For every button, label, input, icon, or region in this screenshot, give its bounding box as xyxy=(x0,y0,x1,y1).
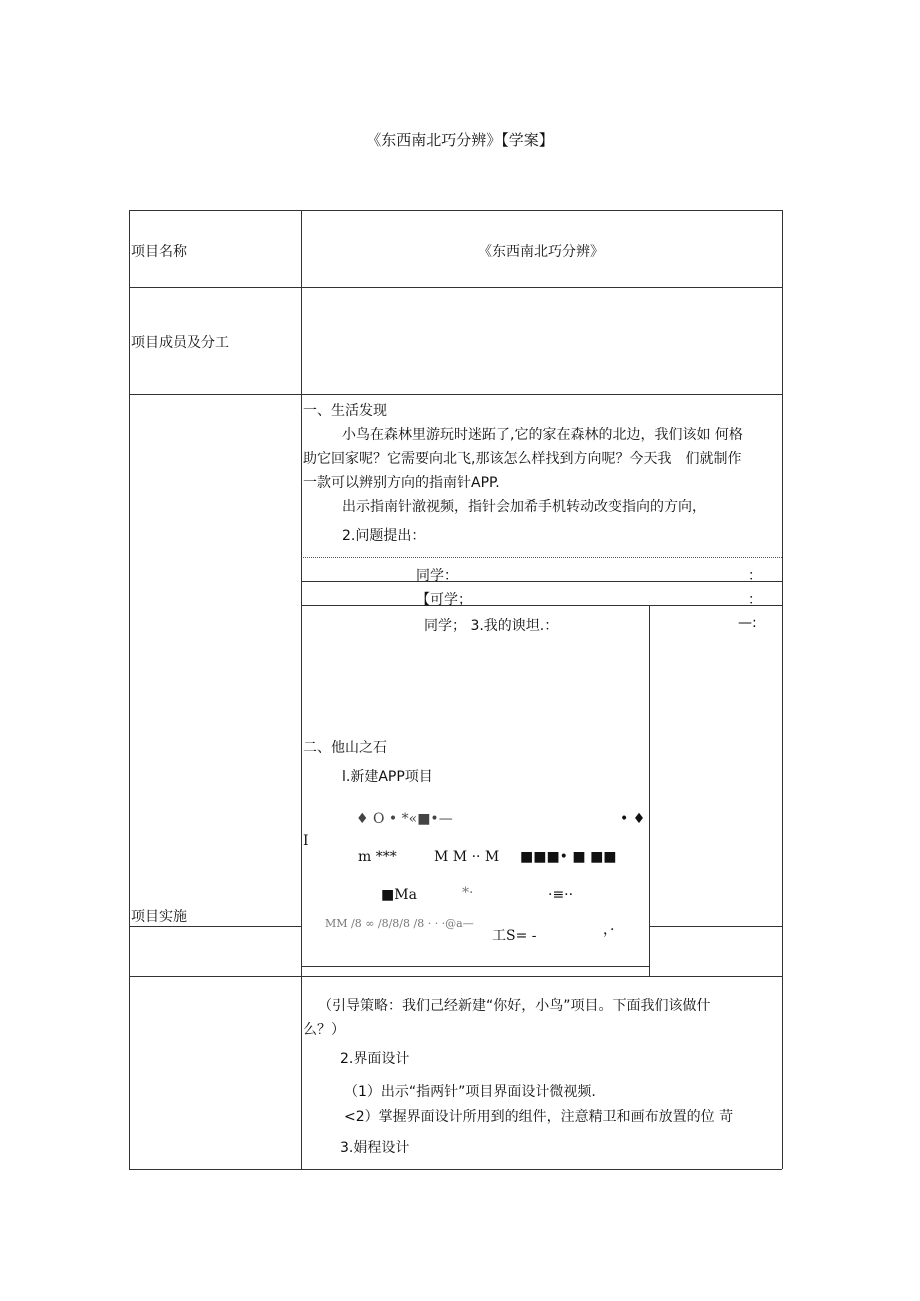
section1-heading: 一、生活发现 xyxy=(303,403,387,419)
student-2-end: ： xyxy=(748,592,762,608)
fragment-3: I xyxy=(303,833,309,849)
video-line: 出示指南针澈视频，指针会加希手机转动改变指向的方向， xyxy=(342,499,706,515)
inner-divider-b xyxy=(301,581,782,582)
inner-divider-e xyxy=(301,966,649,967)
fragment-10: MM /8 ∞ /8/8/8 /8 · · ·@a— xyxy=(325,917,474,930)
inner-divider-d xyxy=(649,926,782,927)
label-implementation: 项目实施 xyxy=(131,909,187,925)
story-line-3: 一款可以辨别方向的指南针APP. xyxy=(303,475,500,491)
table-bottom-border xyxy=(129,1169,782,1170)
coding-heading: 3.娟程设计 xyxy=(340,1140,410,1156)
fragment-8: *· xyxy=(462,885,474,901)
guide-line-1: （引导策略：我们己经新建“你好，小鸟”项目。下面我们该做什 xyxy=(318,998,711,1014)
row-divider-4 xyxy=(129,976,782,977)
inner-column-divider xyxy=(649,605,650,976)
story-line-1: 小鸟在森林里游玩时迷跖了,它的家在森林的北边，我们该如 何格 xyxy=(342,427,743,443)
question-heading: 2.问题提出： xyxy=(342,528,426,544)
fragment-7: ■Ma xyxy=(381,887,417,903)
design-item-1: （1）出示“指两针”项目界面设计微视频. xyxy=(344,1084,596,1100)
fragment-6: ■■■• ■ ■■ xyxy=(520,849,617,865)
student-1: 同学： xyxy=(416,568,458,584)
fragment-5: M M ·· M xyxy=(434,849,500,865)
side-dash: —: xyxy=(738,615,757,631)
student-1-end: ： xyxy=(748,568,762,584)
section2-heading: 二、他山之石 xyxy=(303,740,387,756)
fragment-1: ♦ O • *«■•— xyxy=(356,811,453,827)
fragment-12: ，· xyxy=(603,922,615,938)
design-item-2: <2）掌握界面设计所用到的组件，注意精卫和画布放置的位 苛 xyxy=(344,1109,734,1125)
table-top-border xyxy=(129,210,782,211)
project-name-value: 《东西南北巧分辨》 xyxy=(478,244,604,260)
fragment-11: 工S= - xyxy=(492,928,537,944)
guide-line-2: 么？） xyxy=(303,1022,345,1038)
story-line-2: 助它回家呢？它需要向北飞,那该怎么样找到方向呢？今天我 们就制作 xyxy=(303,451,742,467)
fragment-9: ·≡·· xyxy=(548,887,574,903)
fragment-2: • ♦ xyxy=(620,811,646,827)
step1-new-project: l.新建APP项目 xyxy=(342,769,433,785)
table-left-border xyxy=(129,210,130,1169)
row-divider-2 xyxy=(129,394,782,395)
label-row-divider xyxy=(129,926,301,927)
student-3: 同学； 3.我的谀坦.： xyxy=(424,618,559,634)
inner-divider-a xyxy=(301,557,782,558)
label-members: 项目成员及分工 xyxy=(131,335,229,351)
fragment-4: m *** xyxy=(358,849,397,865)
label-project-name: 项目名称 xyxy=(131,244,187,260)
student-2: 【可学； xyxy=(416,592,472,608)
interface-design-heading: 2.界面设计 xyxy=(340,1051,410,1067)
row-divider-1 xyxy=(129,287,782,288)
table-right-border xyxy=(782,210,783,1169)
column-divider xyxy=(301,210,302,1169)
document-title: 《东西南北巧分辨》【学案】 xyxy=(366,131,554,149)
inner-divider-c xyxy=(301,605,782,606)
